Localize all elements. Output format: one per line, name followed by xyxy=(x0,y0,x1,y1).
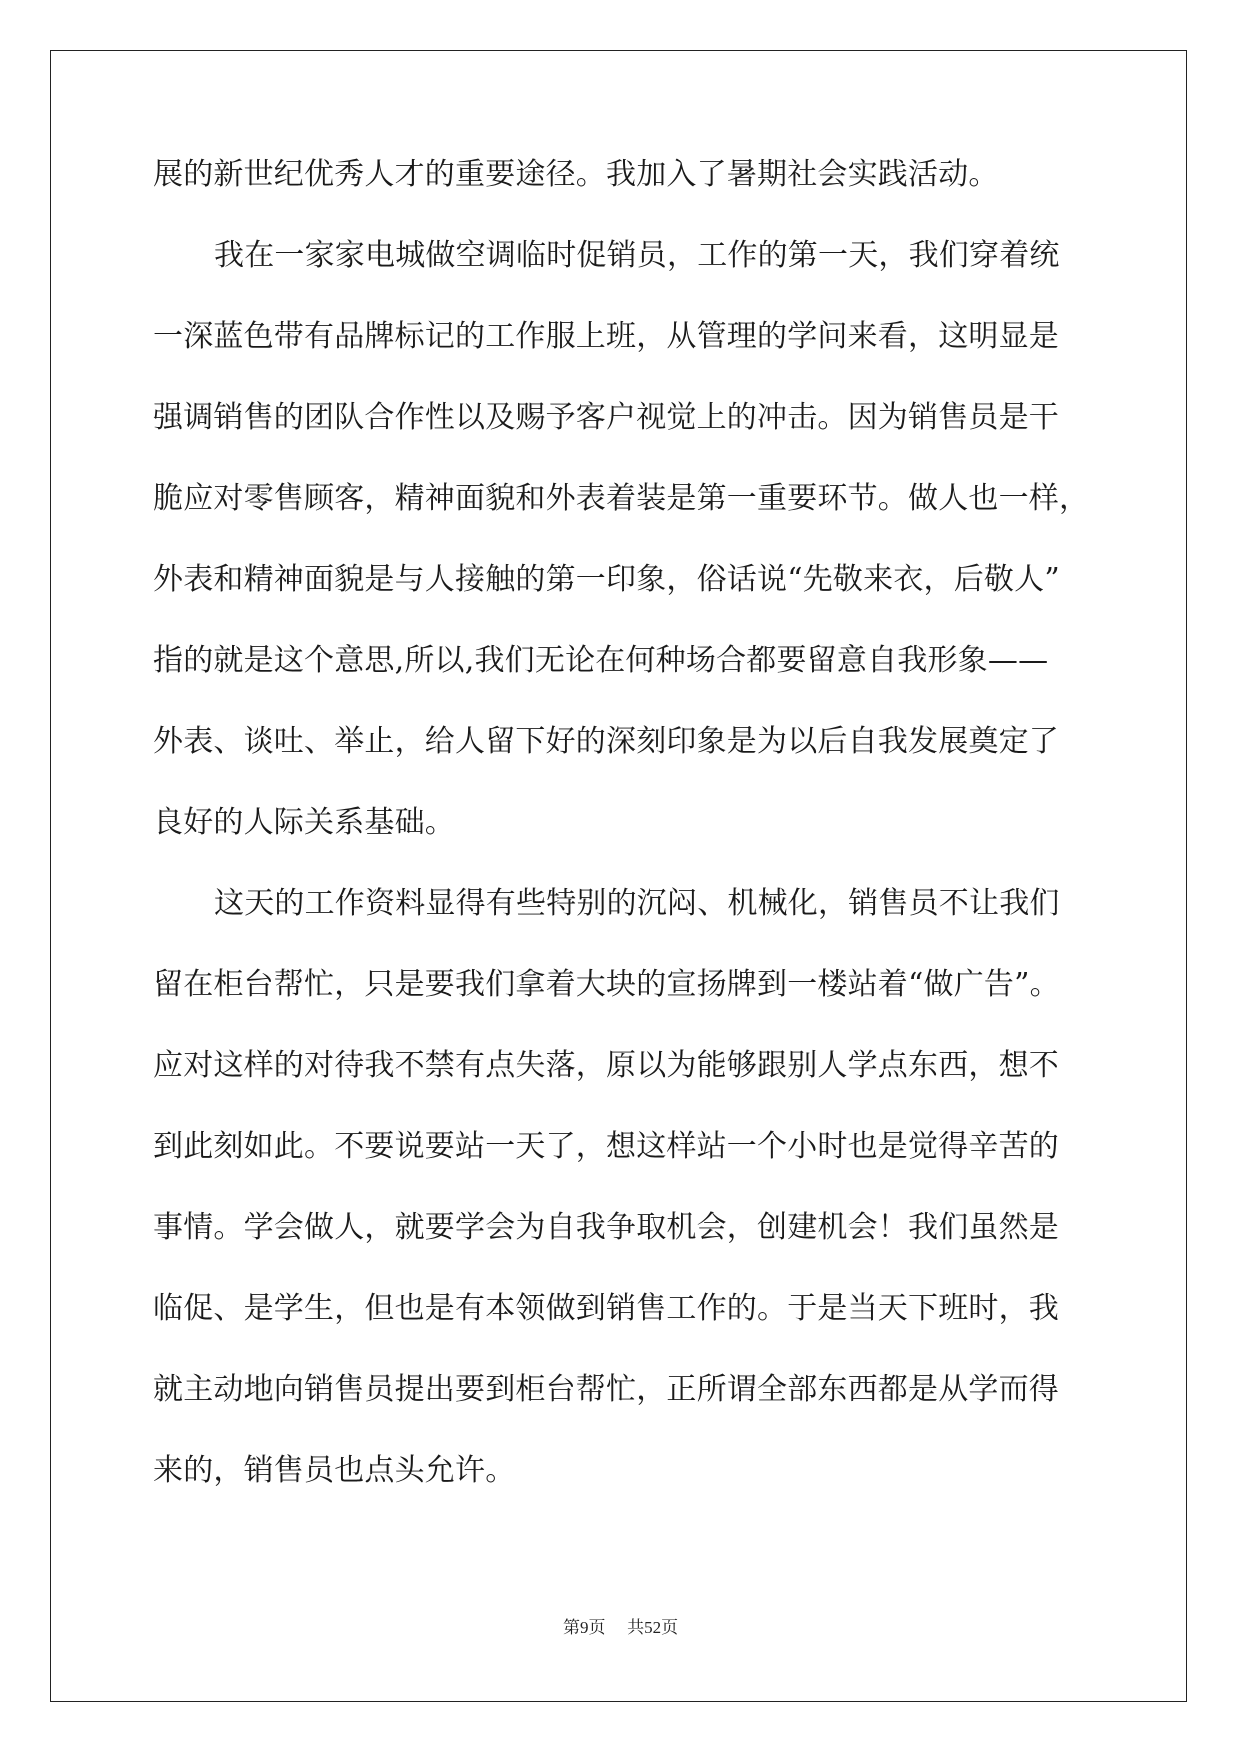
text-line: 一深蓝色带有品牌标记的工作服上班，从管理的学问来看，这明显是 xyxy=(153,319,1059,354)
total-suffix: 页 xyxy=(661,1618,679,1638)
text-line: 我在一家家电城做空调临时促销员，工作的第一天，我们穿着统 xyxy=(214,238,1060,273)
page-suffix: 页 xyxy=(588,1618,606,1638)
text-line: 就主动地向销售员提出要到柜台帮忙，正所谓全部东西都是从学而得 xyxy=(153,1372,1059,1407)
text-line: 外表、谈吐、举止，给人留下好的深刻印象是为以后自我发展奠定了 xyxy=(153,724,1059,759)
page-prefix: 第 xyxy=(562,1618,580,1638)
text-line: 强调销售的团队合作性以及赐予客户视觉上的冲击。因为销售员是干 xyxy=(153,400,1059,435)
page-footer xyxy=(0,1617,1241,1639)
text-line: 展的新世纪优秀人才的重要途径。我加入了暑期社会实践活动。 xyxy=(153,157,999,192)
text-line: 到此刻如此。不要说要站一天了，想这样站一个小时也是觉得辛苦的 xyxy=(153,1129,1059,1164)
page-total: 52 xyxy=(644,1618,662,1637)
text-line: 来的，销售员也点头允许。 xyxy=(153,1453,516,1488)
text-line: 留在柜台帮忙，只是要我们拿着大块的宣扬牌到一楼站着“做广告”。 xyxy=(153,967,1060,1002)
text-line: 良好的人际关系基础。 xyxy=(153,805,455,840)
text-line: 外表和精神面貌是与人接触的第一印象，俗话说“先敬来衣，后敬人” xyxy=(153,562,1060,597)
total-prefix: 共 xyxy=(627,1618,645,1638)
page-current: 9 xyxy=(579,1618,589,1637)
document-body xyxy=(153,158,1088,1535)
text-line: 脆应对零售顾客，精神面貌和外表着装是第一重要环节。做人也一样， xyxy=(153,481,1090,516)
text-line: 这天的工作资料显得有些特别的沉闷、机械化，销售员不让我们 xyxy=(214,886,1060,921)
text-line: 事情。学会做人，就要学会为自我争取机会，创建机会！我们虽然是 xyxy=(153,1210,1059,1245)
text-line: 指的就是这个意思,所以,我们无论在何种场合都要留意自我形象—— xyxy=(153,643,1049,678)
text-line: 应对这样的对待我不禁有点失落，原以为能够跟别人学点东西，想不 xyxy=(153,1048,1059,1083)
text-line: 临促、是学生，但也是有本领做到销售工作的。于是当天下班时，我 xyxy=(153,1291,1059,1326)
